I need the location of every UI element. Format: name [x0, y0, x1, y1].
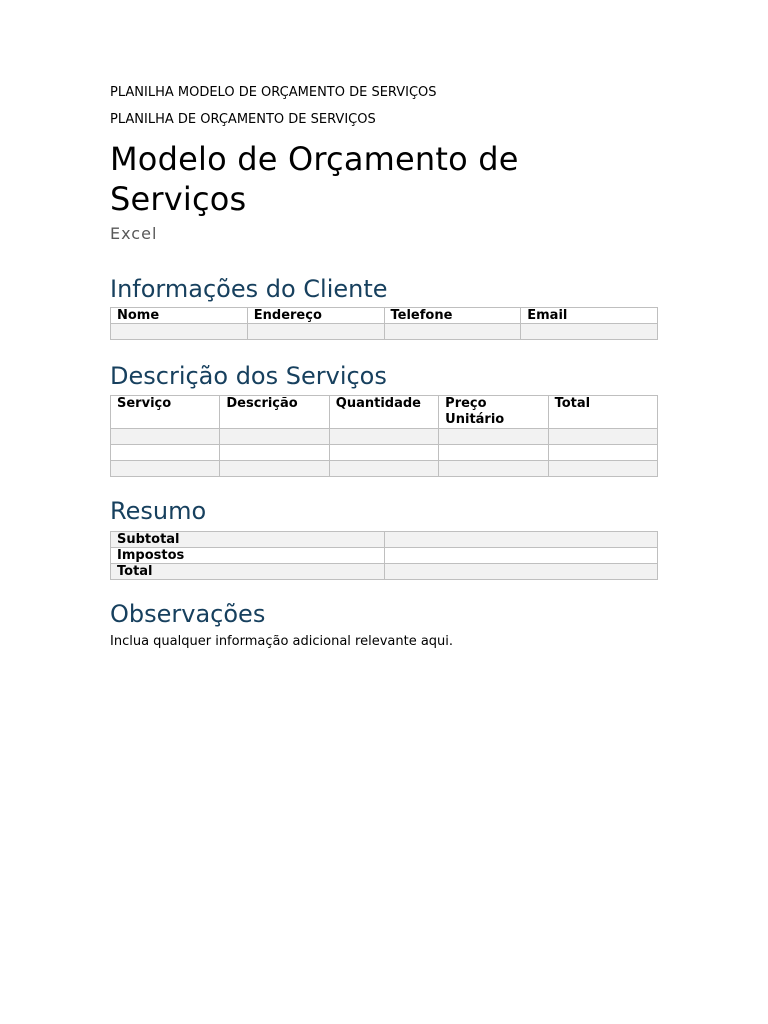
- table-row: [111, 461, 658, 477]
- table-cell[interactable]: [329, 461, 438, 477]
- document-subtitle: Excel: [110, 224, 158, 243]
- table-cell[interactable]: [521, 324, 658, 340]
- summary-label-total: Total: [111, 564, 385, 580]
- notes-text: Inclua qualquer informação adicional relevante aqui.: [110, 634, 454, 649]
- summary-value-subtotal[interactable]: [384, 532, 658, 548]
- table-cell[interactable]: [220, 461, 329, 477]
- column-header-description: Descrição: [220, 396, 329, 429]
- table-cell[interactable]: [439, 445, 548, 461]
- table-cell[interactable]: [111, 429, 220, 445]
- services-table: [110, 395, 658, 477]
- table-header-row: [111, 308, 658, 324]
- column-header-email: Email: [521, 308, 658, 324]
- summary-heading: Resumo: [110, 497, 207, 525]
- table-row: [111, 564, 658, 580]
- table-cell[interactable]: [111, 445, 220, 461]
- column-header-quantity: Quantidade: [329, 396, 438, 429]
- table-row: [111, 324, 658, 340]
- summary-label-subtotal: Subtotal: [111, 532, 385, 548]
- services-heading: Descrição dos Serviços: [110, 362, 387, 390]
- summary-table: [110, 531, 658, 580]
- summary-value-taxes[interactable]: [384, 548, 658, 564]
- header-line-1: PLANILHA MODELO DE ORÇAMENTO DE SERVIÇOS: [110, 85, 437, 100]
- table-cell[interactable]: [548, 429, 657, 445]
- table-row: [111, 445, 658, 461]
- table-cell[interactable]: [329, 445, 438, 461]
- table-cell[interactable]: [548, 461, 657, 477]
- summary-value-total[interactable]: [384, 564, 658, 580]
- table-cell[interactable]: [439, 429, 548, 445]
- table-cell[interactable]: [384, 324, 521, 340]
- column-header-phone: Telefone: [384, 308, 521, 324]
- table-row: [111, 548, 658, 564]
- table-cell[interactable]: [329, 429, 438, 445]
- column-header-unit-price: Preço Unitário: [439, 396, 548, 429]
- table-cell[interactable]: [111, 324, 248, 340]
- column-header-service: Serviço: [111, 396, 220, 429]
- table-header-row: [111, 396, 658, 429]
- table-cell[interactable]: [111, 461, 220, 477]
- table-row: [111, 532, 658, 548]
- column-header-address: Endereço: [247, 308, 384, 324]
- table-cell[interactable]: [220, 429, 329, 445]
- table-cell[interactable]: [439, 461, 548, 477]
- client-info-heading: Informações do Cliente: [110, 275, 388, 303]
- column-header-total: Total: [548, 396, 657, 429]
- document-page: [110, 84, 658, 651]
- column-header-name: Nome: [111, 308, 248, 324]
- table-cell[interactable]: [220, 445, 329, 461]
- summary-label-taxes: Impostos: [111, 548, 385, 564]
- client-info-table: [110, 307, 658, 340]
- header-line-2: PLANILHA DE ORÇAMENTO DE SERVIÇOS: [110, 112, 376, 127]
- table-cell[interactable]: [548, 445, 657, 461]
- table-cell[interactable]: [247, 324, 384, 340]
- notes-heading: Observações: [110, 600, 266, 628]
- table-row: [111, 429, 658, 445]
- document-title: Modelo de Orçamento de Serviços: [110, 140, 519, 218]
